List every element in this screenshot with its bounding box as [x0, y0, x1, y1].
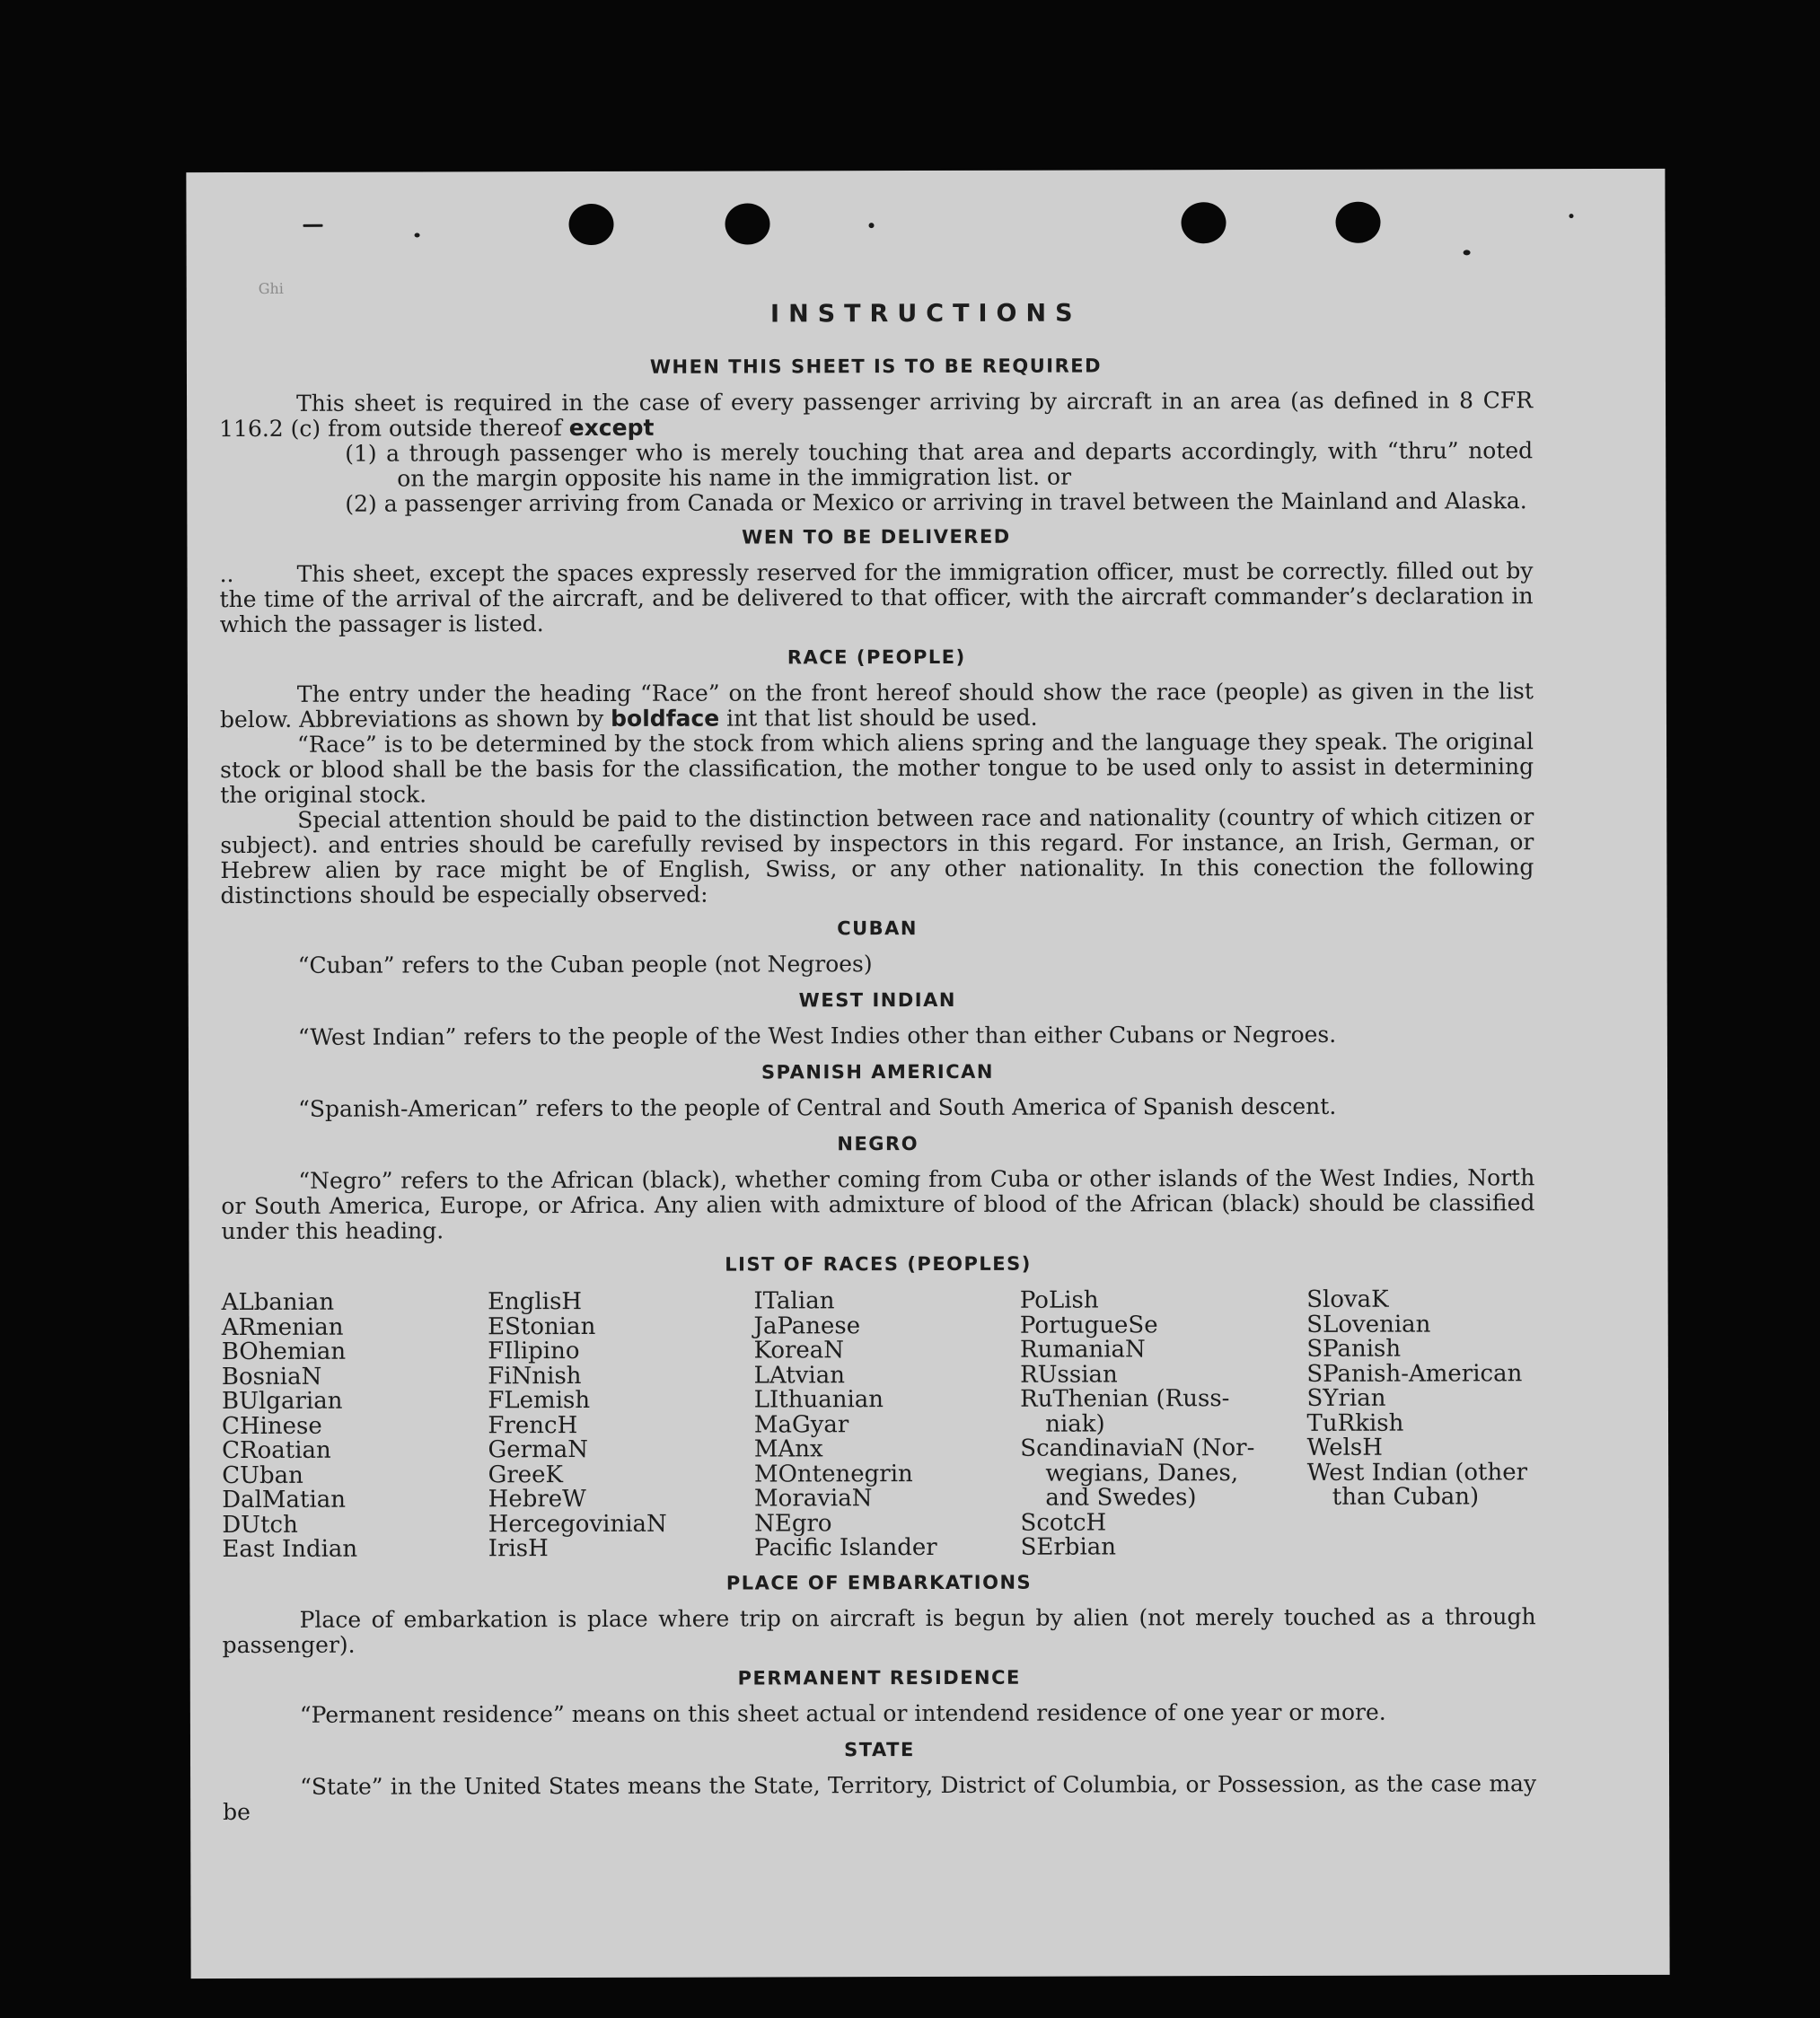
race-column — [1306, 1287, 1535, 1559]
race-entry: TuRkish — [1306, 1409, 1404, 1437]
race-entry: GreeK — [488, 1461, 564, 1488]
section-heading: WEST INDIAN — [798, 988, 956, 1012]
race-entry-continuation: niak) — [1045, 1409, 1105, 1438]
section-heading: WHEN THIS SHEET IS TO BE REQUIRED — [649, 355, 1103, 378]
race-entry: LAtvian — [753, 1361, 845, 1390]
punch-hole — [568, 204, 613, 245]
print-speck — [1569, 214, 1573, 218]
emphasis-text: boldface — [611, 705, 720, 732]
punch-hole — [725, 203, 769, 244]
print-speck — [1464, 250, 1471, 255]
race-entry: DUtch — [222, 1511, 298, 1539]
race-list — [222, 1287, 1536, 1562]
race-entry: FiNnish — [488, 1362, 582, 1390]
paragraph-text: The entry under the heading “Race” on the front hereof should show the race (people) as given in the list below. Abbreviations as shown by — [219, 678, 1534, 733]
race-entry-continuation: wegians, Danes, — [1045, 1459, 1239, 1487]
section-heading: PERMANENT RESIDENCE — [737, 1666, 1021, 1689]
paragraph: Place of embarkation is place where trip on aircraft is begun by alien (not merely touched as a through passenger). — [222, 1602, 1536, 1658]
paragraph — [219, 388, 1533, 442]
paragraph: “Permanent residence” means on this sheet actual or intendend residence of one year or more. — [299, 1698, 1386, 1728]
punch-hole — [1335, 202, 1380, 243]
race-column — [753, 1289, 1020, 1561]
page-title: INSTRUCTIONS — [769, 299, 1082, 329]
list-number: (1) — [345, 440, 377, 467]
paragraph: “Negro” refers to the African (black), whether coming from Cuba or other islands of the West Indies, North or South America, Europe, or Africa. Any alien with admixture of blood of the African (black) should be classified under this heading. — [221, 1164, 1535, 1245]
paragraph — [220, 679, 1534, 733]
race-entry-continuation: than Cuban) — [1332, 1483, 1480, 1511]
race-entry: DalMatian — [222, 1486, 347, 1514]
section-heading: RACE (PEOPLE) — [787, 645, 966, 669]
race-entry: MAnx — [753, 1435, 823, 1463]
race-column — [1020, 1288, 1307, 1560]
emphasis-text: except — [568, 414, 655, 442]
race-entry: MOntenegrin — [753, 1460, 913, 1488]
race-entry: EStonian — [488, 1312, 596, 1340]
race-column — [488, 1290, 754, 1562]
race-entry: SPanish-American — [1306, 1359, 1523, 1388]
race-entry: BosniaN — [221, 1363, 322, 1391]
race-entry-continuation: and Swedes) — [1045, 1484, 1197, 1512]
paragraph: Special attention should be paid to the distinction between race and nationality (country of which citizen or subject). and entries should be carefully revised by inspectors in this regard. For instance, an Irish, German, or Hebrew alien by race might be of English, Swiss, or any other nationality. In this conection the following distinctions should be especially observed: — [220, 803, 1534, 909]
race-entry: IrisH — [488, 1535, 549, 1563]
print-speck — [415, 233, 420, 237]
race-entry: SYrian — [1306, 1384, 1386, 1412]
race-entry: SPanish — [1306, 1335, 1402, 1363]
race-entry: CUban — [222, 1461, 303, 1489]
list-text: a through passenger who is merely touching that area and departs accordingly, with “thru” noted on the margin opposite his name in the immigration list. or — [386, 437, 1534, 492]
section-heading: PLACE OF EMBARKATIONS — [725, 1571, 1033, 1594]
paragraph-text: This sheet is required in the case of every passenger arriving by aircraft in an area (as defined in 8 CFR 116.2 (c) from outside thereof — [219, 387, 1534, 443]
race-entry: ScandinaviaN (Nor- — [1020, 1435, 1255, 1462]
paragraph: “Spanish-American” refers to the people of Central and South America of Spanish descent. — [298, 1092, 1337, 1122]
punch-hole — [1181, 202, 1226, 243]
race-column — [222, 1290, 488, 1562]
race-entry: EnglisH — [488, 1288, 583, 1316]
race-entry: SErbian — [1020, 1533, 1117, 1561]
paragraph: “State” in the United States means the State, Territory, District of Columbia, or Possession, as the case may be — [223, 1769, 1537, 1825]
race-entry: MoraviaN — [753, 1485, 873, 1513]
race-entry: FLemish — [488, 1386, 591, 1415]
race-entry: SLovenian — [1306, 1311, 1431, 1338]
race-entry: KoreaN — [753, 1337, 845, 1364]
race-entry: PortugueSe — [1019, 1311, 1158, 1339]
race-entry: West Indian (other — [1306, 1458, 1528, 1487]
race-entry: GermaN — [488, 1435, 589, 1464]
section-heading: CUBAN — [837, 917, 919, 940]
faint-marking: Ghi — [258, 279, 284, 297]
race-entry: CRoatian — [222, 1436, 331, 1465]
instructions-body — [219, 343, 1536, 1824]
race-entry: MaGyar — [753, 1410, 849, 1439]
leader-dots: .. — [219, 561, 234, 588]
race-entry: ITalian — [753, 1287, 835, 1315]
race-entry: ALbanian — [221, 1288, 335, 1317]
race-entry: RUssian — [1020, 1360, 1118, 1389]
race-entry: ScotcH — [1020, 1508, 1107, 1537]
list-item — [219, 488, 1533, 517]
print-speck — [869, 223, 875, 228]
paragraph: “Race” is to be determined by the stock from which aliens spring and the language they speak. The original stock or blood shall be the basis for the classification, the mother tongue to be used only to assist in determining the original stock. — [220, 728, 1534, 809]
race-entry: JaPanese — [753, 1312, 861, 1340]
paragraph — [220, 558, 1534, 637]
race-entry: CHinese — [221, 1412, 322, 1440]
race-entry: RuThenian (Russ- — [1020, 1385, 1230, 1413]
print-speck — [303, 224, 323, 227]
section-heading: NEGRO — [837, 1133, 919, 1155]
section-heading: LIST OF RACES (PEOPLES) — [725, 1252, 1032, 1276]
race-entry: PoLish — [1019, 1286, 1099, 1314]
race-entry: FrencH — [488, 1411, 578, 1439]
section-heading: STATE — [844, 1738, 915, 1760]
section-heading: SPANISH AMERICAN — [761, 1060, 995, 1084]
race-entry: East Indian — [222, 1535, 358, 1564]
race-entry: FIlipino — [488, 1338, 580, 1365]
race-entry: ARmenian — [221, 1313, 344, 1341]
race-entry: HercegoviniaN — [488, 1510, 667, 1538]
race-entry: BUlgarian — [221, 1387, 343, 1416]
race-entry: NEgro — [754, 1509, 832, 1538]
paragraph-text: This sheet, except the spaces expressly reserved for the immigration officer, must be correctly. filled out by the time of the arrival of the aircraft, and be delivered to that officer, with the aircraft commander’s declaration in which the passager is listed. — [219, 557, 1534, 638]
list-item — [219, 438, 1533, 492]
paragraph: “West Indian” refers to the people of the West Indies other than either Cubans or Negroes. — [297, 1021, 1337, 1050]
race-entry: BOhemian — [221, 1338, 347, 1366]
race-entry: Pacific Islander — [754, 1533, 937, 1562]
paragraph: “Cuban” refers to the Cuban people (not Negroes) — [297, 951, 873, 978]
race-entry: HebreW — [488, 1485, 586, 1514]
paragraph-text: int that list should be used. — [726, 704, 1038, 732]
section-heading: WEN TO BE DELIVERED — [742, 525, 1011, 548]
race-entry: RumaniaN — [1019, 1336, 1146, 1364]
race-entry: LIthuanian — [753, 1386, 884, 1414]
race-entry: WelsH — [1306, 1434, 1383, 1461]
list-text: a passenger arriving from Canada or Mexico or arriving in travel between the Mainland and Alaska. — [383, 487, 1527, 517]
race-entry: SlovaK — [1306, 1285, 1389, 1313]
list-number: (2) — [345, 490, 377, 517]
document-page — [186, 169, 1669, 1979]
